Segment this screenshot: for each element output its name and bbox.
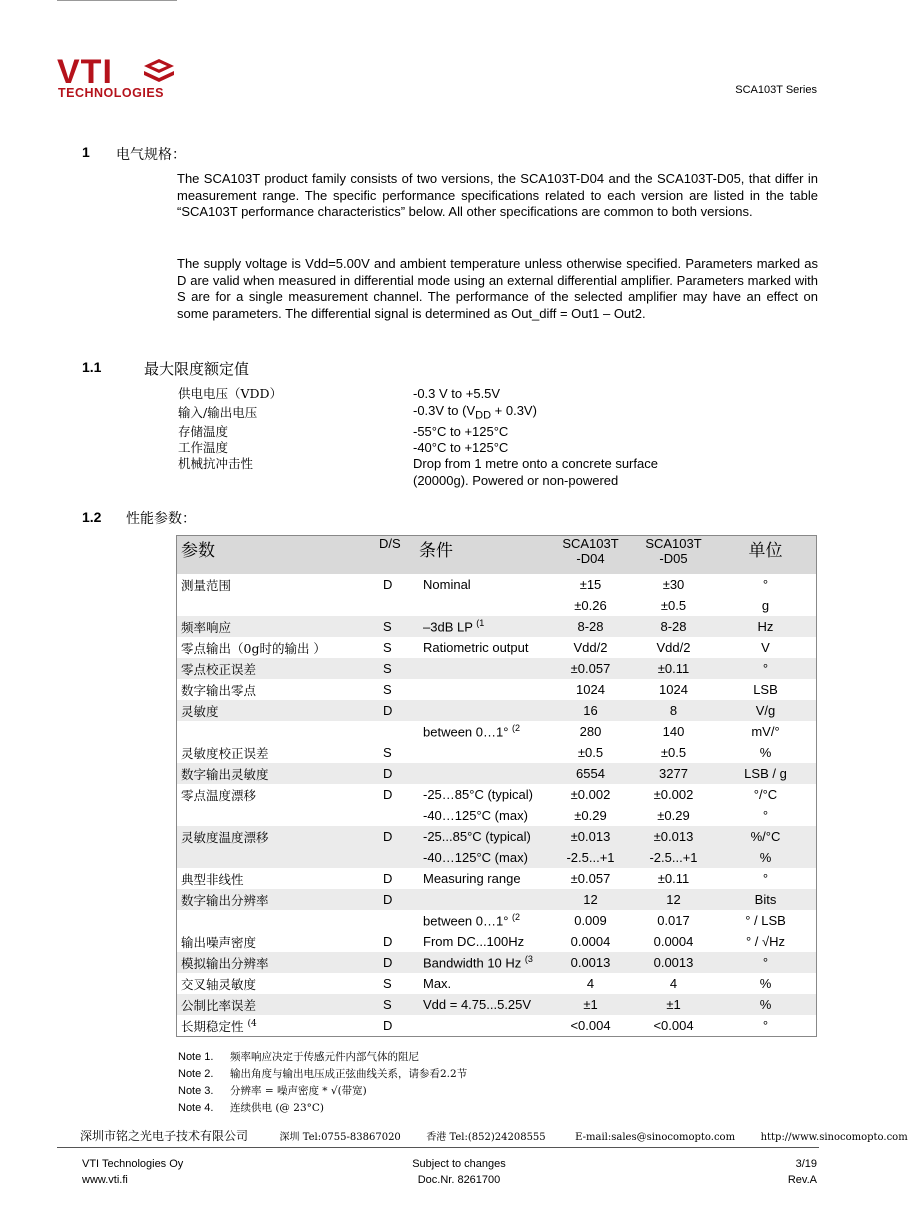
cell-param: 数字输出零点	[181, 682, 257, 698]
cell-d05: 3277	[632, 763, 715, 784]
cell-d04: <0.004	[570, 1018, 611, 1033]
section-1-number: 1	[82, 144, 90, 160]
footer-docnr: Doc.Nr. 8261700	[417, 1174, 501, 1186]
table-row	[177, 973, 817, 994]
header-unit: 单位	[715, 536, 817, 575]
cell-unit: LSB / g	[715, 763, 817, 784]
cell-param: 长期稳定性 $^{(4}$	[181, 1018, 257, 1034]
cell-ds	[375, 805, 415, 826]
footer-rev: Rev.A	[787, 1174, 817, 1186]
company-hk-tel: 香港 Tel:(852)24208555	[426, 1132, 546, 1143]
cell-d05: 8	[632, 700, 715, 721]
cell-param: 频率响应	[177, 616, 376, 637]
cell-param: 零点校正误差	[177, 658, 376, 679]
cell-unit: %	[715, 847, 817, 868]
cell-d05: ±30	[662, 577, 685, 592]
footer-right	[788, 1156, 817, 1188]
cell-param	[177, 805, 376, 826]
cell-unit: Hz	[715, 616, 817, 637]
cell-d04: 4	[586, 976, 595, 991]
cell-d04: ±0.002	[570, 787, 611, 802]
rating-value: Drop from 1 metre onto a concrete surface	[413, 456, 658, 471]
cell-condition	[415, 700, 549, 721]
cell-unit: °	[762, 577, 769, 592]
cell-condition	[415, 1015, 549, 1037]
section-1-paragraph-2: The supply voltage is Vdd=5.00V and ambient temperature unless otherwise specified. Parameters marked as D are valid when measured in differential mode using an external differential amplifier. Parameters marked with S are for a single measurement channel. The performance of the selected amplifier may have an effect on some parameters. The differential signal is determined as Out_diff = Out1 – Out2.	[177, 256, 818, 321]
section-1-paragraph-1: The SCA103T product family consists of two versions, the SCA103T-D04 and the SCA103T-D05, that differ in measurement range. The specific performance specifications related to each version are listed in the table “SCA103T performance characteristics” below. All other specifications are common to both versions.	[177, 171, 818, 219]
cell-d05: 4	[669, 976, 678, 991]
table-row	[177, 784, 817, 805]
cell-d05: 8-28	[632, 616, 715, 637]
cell-condition: Nominal	[423, 577, 471, 592]
section-1-2-number: 1.2	[82, 509, 102, 525]
cell-unit: °	[762, 871, 769, 886]
cell-condition: -25…85°C (typical)	[423, 787, 533, 802]
cell-d04: 6554	[549, 763, 632, 784]
table-row	[177, 637, 817, 658]
table-row	[177, 805, 817, 826]
section-1-2-title: 性能参数：	[126, 511, 196, 527]
cell-ds: D	[375, 763, 415, 784]
cell-param: 零点输出（0g时的输出 ）	[181, 640, 326, 656]
rating-label: 输入/输出电压	[178, 405, 258, 420]
cell-d05: 1024	[659, 682, 688, 697]
cell-unit: mV/°	[751, 724, 780, 739]
cell-d05: 12	[632, 889, 715, 910]
cell-param: 模拟输出分辨率	[177, 952, 376, 973]
cell-d05: ±0.5	[660, 598, 687, 613]
table-row	[177, 994, 817, 1015]
cell-ds: D	[383, 871, 393, 886]
cell-param: 数字输出分辨率	[177, 889, 376, 910]
table-row	[177, 826, 817, 847]
cell-condition: -25...85°C (typical)	[415, 826, 549, 847]
cell-param: 交叉轴灵敏度	[181, 976, 257, 992]
cell-d04: Vdd/2	[573, 640, 608, 655]
cell-ds	[375, 595, 415, 616]
table-header-row	[177, 536, 817, 575]
cell-ds: S	[383, 976, 392, 991]
cell-ds: D	[375, 700, 415, 721]
section-1-1-title: 最大限度额定值	[144, 360, 250, 378]
cell-unit: V	[761, 640, 770, 655]
cell-d05: Vdd/2	[656, 640, 691, 655]
note-item: Note 3. 分辨率 = 噪声密度 * √(带宽)	[178, 1085, 367, 1097]
table-row	[177, 700, 817, 721]
header-condition: 条件	[415, 536, 549, 575]
cell-condition: -40…125°C (max)	[423, 808, 528, 823]
cell-ds	[375, 721, 415, 742]
footer-page: 3/19	[795, 1158, 817, 1170]
cell-ds: D	[383, 577, 393, 592]
cell-unit: %	[759, 976, 772, 991]
cell-condition: Measuring range	[423, 871, 521, 886]
rating-value: -0.3V to $(V_{DD} + 0.3V)$	[413, 403, 537, 422]
cell-unit: °	[762, 1018, 769, 1033]
rating-value-line2: (20000g). Powered or non-powered	[413, 473, 619, 488]
company-name: 深圳市铭之光电子技术有限公司	[80, 1129, 249, 1143]
table-row	[177, 721, 817, 742]
cell-unit: %/°C	[715, 826, 817, 847]
rating-label: 机械抗冲击性	[178, 456, 254, 471]
cell-d04: ±0.057	[549, 658, 632, 679]
header-d04: SCA103T -D04	[549, 536, 632, 575]
cell-ds: D	[375, 952, 415, 973]
cell-d04: 0.009	[574, 913, 607, 928]
rating-label: 工作温度	[178, 440, 229, 455]
cell-d04: ±0.26	[574, 598, 607, 613]
cell-d04: ±0.5	[577, 745, 604, 760]
footer-left	[82, 1156, 183, 1188]
footer-separator	[57, 1147, 819, 1148]
cell-unit: %	[759, 745, 772, 760]
cell-d05: ±0.013	[632, 826, 715, 847]
logo-mark-icon	[141, 56, 177, 86]
cell-condition	[415, 889, 549, 910]
cell-d04: ±0.013	[549, 826, 632, 847]
cell-param	[177, 595, 376, 616]
cell-ds: S	[375, 616, 415, 637]
cell-ds: S	[383, 640, 392, 655]
cell-unit: ° / √Hz	[745, 934, 786, 949]
table-row	[177, 931, 817, 952]
table-row	[177, 616, 817, 637]
table-row	[177, 1015, 817, 1037]
cell-param: 测量范围	[181, 577, 232, 593]
table-row	[177, 574, 817, 595]
cell-d04: 0.0013	[549, 952, 632, 973]
cell-condition	[415, 658, 549, 679]
cell-d04: ±15	[579, 577, 602, 592]
top-rule	[57, 0, 177, 1]
company-contact-line	[80, 1127, 908, 1144]
cell-d05: 0.0013	[632, 952, 715, 973]
cell-ds: S	[383, 745, 392, 760]
table-row	[177, 889, 817, 910]
cell-d04: 16	[549, 700, 632, 721]
cell-d05: ±0.002	[653, 787, 694, 802]
cell-unit: ° / LSB	[745, 913, 786, 928]
cell-d04: -2.5...+1	[549, 847, 632, 868]
cell-condition: Vdd = 4.75...5.25V	[415, 994, 549, 1015]
cell-unit: %	[715, 994, 817, 1015]
cell-condition: -40…125°C (max)	[415, 847, 549, 868]
note-item: Note 2. 输出角度与输出电压成正弦曲线关系，请参看2.2节	[178, 1068, 468, 1080]
notes	[178, 1049, 467, 1117]
footer-company: VTI Technologies Oy	[82, 1158, 184, 1170]
cell-d05: -2.5...+1	[632, 847, 715, 868]
rating-value: -40°C to +125°C	[413, 440, 509, 455]
cell-unit: °/°C	[753, 787, 778, 802]
cell-unit: °	[715, 658, 817, 679]
company-website[interactable]: http://www.sinocomopto.com	[760, 1132, 908, 1143]
cell-d04: 0.0004	[570, 934, 611, 949]
cell-d05: ±0.29	[657, 808, 690, 823]
table-row	[177, 952, 817, 973]
cell-condition	[415, 742, 549, 763]
cell-ds	[375, 847, 415, 868]
cell-d04: ±0.29	[574, 808, 607, 823]
performance-table	[176, 535, 817, 1037]
cell-ds: S	[375, 994, 415, 1015]
cell-d04: 1024	[576, 682, 605, 697]
table-row	[177, 679, 817, 700]
footer-middle	[404, 1156, 514, 1188]
cell-ds: S	[383, 682, 392, 697]
cell-param: 灵敏度温度漂移	[177, 826, 376, 847]
cell-param: 输出噪声密度	[181, 934, 257, 950]
section-1-title: 电气规格：	[116, 147, 186, 163]
cell-d05: ±0.11	[632, 658, 715, 679]
company-shenzhen-tel: 深圳 Tel:0755-83867020	[279, 1132, 401, 1143]
cell-d05: ±0.5	[660, 745, 687, 760]
table-row	[177, 868, 817, 889]
table-row	[177, 763, 817, 784]
cell-d05: 0.017	[657, 913, 690, 928]
cell-d04: ±1	[549, 994, 632, 1015]
cell-d05: 140	[662, 724, 685, 739]
cell-condition: Ratiometric output	[423, 640, 529, 655]
logo-subtext: TECHNOLOGIES	[58, 86, 165, 100]
table-row	[177, 595, 817, 616]
table-row	[177, 847, 817, 868]
cell-ds: D	[383, 787, 393, 802]
table-row	[177, 910, 817, 931]
rating-value: -55°C to +125°C	[413, 424, 509, 439]
header-ds: D/S	[375, 536, 415, 575]
cell-condition	[415, 595, 549, 616]
cell-ds	[375, 910, 415, 931]
header-param: 参数	[177, 536, 376, 575]
rating-label: 存储温度	[178, 424, 229, 439]
cell-condition: between 0…1° $^{(2}$	[423, 912, 521, 929]
company-email[interactable]: E-mail:sales@sinocomopto.com	[575, 1132, 736, 1143]
cell-unit: LSB	[753, 682, 778, 697]
cell-d04: 280	[579, 724, 602, 739]
cell-condition: From DC...100Hz	[423, 934, 525, 949]
cell-param: 典型非线性	[181, 871, 244, 887]
table-row	[177, 658, 817, 679]
cell-condition	[415, 679, 549, 700]
logo-text: VTI	[57, 53, 113, 91]
cell-d05: 0.0004	[653, 934, 694, 949]
cell-param: 公制比率误差	[177, 994, 376, 1015]
cell-unit: °	[762, 808, 769, 823]
note-item: Note 4. 连续供电 (@ 23°C)	[178, 1102, 325, 1114]
cell-ds: D	[383, 1018, 393, 1033]
cell-d05: ±0.11	[657, 871, 690, 886]
table-row	[177, 742, 817, 763]
cell-param	[177, 847, 376, 868]
section-1-1-number: 1.1	[82, 359, 102, 375]
cell-d04: 12	[549, 889, 632, 910]
cell-param: 灵敏度校正误差	[181, 745, 269, 761]
footer-website[interactable]: www.vti.fi	[82, 1174, 128, 1186]
series-label: SCA103T Series	[735, 84, 817, 96]
cell-unit: °	[715, 952, 817, 973]
cell-unit: V/g	[715, 700, 817, 721]
rating-value: -0.3 V to +5.5V	[413, 386, 501, 401]
cell-param	[177, 910, 376, 931]
cell-unit: Bits	[715, 889, 817, 910]
cell-ds: D	[375, 889, 415, 910]
note-item: Note 1. 频率响应决定于传感元件内部气体的阻尼	[178, 1051, 419, 1063]
cell-param: 数字输出灵敏度	[177, 763, 376, 784]
header-d05: SCA103T -D05	[632, 536, 715, 575]
cell-ds: D	[375, 826, 415, 847]
cell-d05: <0.004	[653, 1018, 694, 1033]
rating-label: 供电电压（VDD）	[178, 386, 283, 401]
cell-condition: Bandwidth 10 Hz $^{(3}$	[415, 952, 549, 973]
cell-d04: ±0.057	[570, 871, 611, 886]
cell-d04: 8-28	[549, 616, 632, 637]
cell-param: 灵敏度	[177, 700, 376, 721]
cell-condition	[415, 763, 549, 784]
cell-ds: D	[383, 934, 393, 949]
cell-d05: ±1	[632, 994, 715, 1015]
cell-param: 零点温度漂移	[181, 787, 257, 803]
cell-ds: S	[375, 658, 415, 679]
cell-condition: Max.	[423, 976, 452, 991]
vti-logo	[57, 53, 179, 101]
footer-subject: Subject to changes	[412, 1158, 506, 1170]
cell-unit: g	[761, 598, 770, 613]
cell-param	[177, 721, 376, 742]
cell-condition: –3dB LP $^{(1}$	[415, 616, 549, 637]
cell-condition: between 0…1° $^{(2}$	[423, 723, 521, 740]
